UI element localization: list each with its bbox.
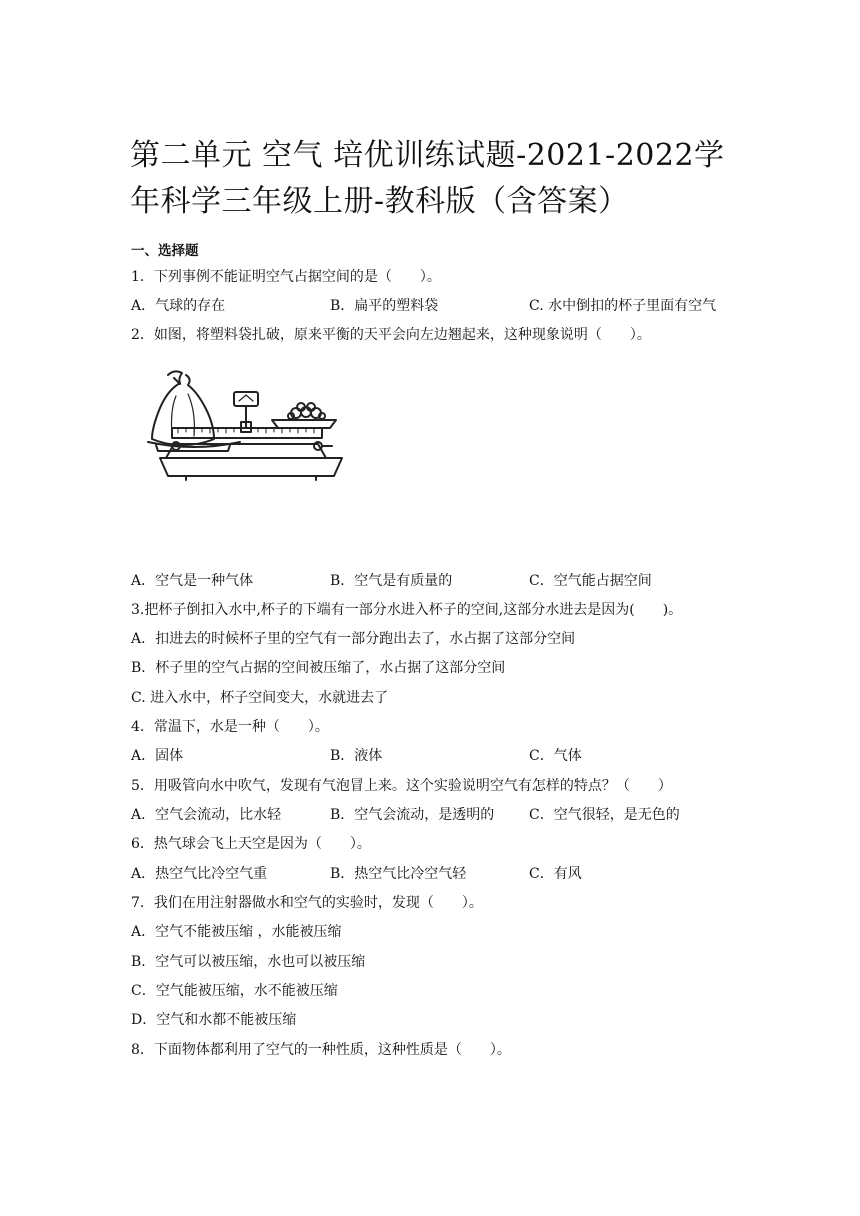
question-7-stem: 7．我们在用注射器做水和空气的实验时，发现（ ）。	[131, 895, 483, 911]
question-1-stem: 1．下列事例不能证明空气占据空间的是（ ）。	[131, 269, 441, 285]
option-a: A．固体	[131, 748, 184, 764]
question-6-options	[131, 864, 741, 884]
option-a: A．气球的存在	[131, 298, 226, 314]
option-c: C．空气很轻，是无色的	[529, 807, 680, 823]
question-5-stem: 5．用吸管向水中吹气，发现有气泡冒上来。这个实验说明空气有怎样的特点？（ ）	[131, 778, 672, 794]
question-6-stem: 6．热气球会飞上天空是因为（ ）。	[131, 836, 371, 852]
question-3-option-c: C. 进入水中，杯子空间变大，水就进去了	[131, 690, 389, 706]
question-8-stem: 8．下面物体都利用了空气的一种性质，这种性质是（ ）。	[131, 1042, 511, 1058]
balance-scale-figure	[146, 366, 356, 486]
question-3-stem: 3.把杯子倒扣入水中,杯子的下端有一部分水进入杯子的空间,这部分水进去是因为( )。	[131, 602, 683, 618]
document-title: 第二单元 空气 培优训练试题-2021-2022学年科学三年级上册-教科版（含答案）	[130, 138, 725, 219]
option-b: B．热空气比冷空气轻	[330, 866, 467, 882]
option-c: C．气体	[529, 748, 582, 764]
question-7-option-a: A．空气不能被压缩 ，水能被压缩	[131, 924, 342, 940]
question-3-option-b: B．杯子里的空气占据的空间被压缩了，水占据了这部分空间	[131, 660, 506, 676]
option-a: A．空气是一种气体	[131, 573, 254, 589]
section-heading: 一、选择题	[131, 243, 199, 259]
option-b: B．空气是有质量的	[330, 573, 453, 589]
question-1-options	[131, 296, 741, 316]
option-b: B．扁平的塑料袋	[330, 298, 439, 314]
option-a: A．热空气比冷空气重	[131, 866, 268, 882]
question-7-option-d: D．空气和水都不能被压缩	[131, 1012, 297, 1028]
question-7-option-b: B．空气可以被压缩，水也可以被压缩	[131, 954, 366, 970]
option-b: B．空气会流动，是透明的	[330, 807, 495, 823]
option-c: C．空气能占据空间	[529, 573, 652, 589]
question-4-stem: 4．常温下，水是一种（ ）。	[131, 719, 329, 735]
option-c: C. 水中倒扣的杯子里面有空气	[529, 298, 717, 314]
question-3-option-a: A．扣进去的时候杯子里的空气有一部分跑出去了，水占据了这部分空间	[131, 631, 576, 647]
option-b: B．液体	[330, 748, 383, 764]
question-2-stem: 2．如图，将塑料袋扎破，原来平衡的天平会向左边翘起来，这种现象说明（ ）。	[131, 327, 651, 343]
option-a: A．空气会流动，比水轻	[131, 807, 282, 823]
option-c: C．有风	[529, 866, 582, 882]
question-4-options	[131, 746, 741, 766]
question-7-option-c: C．空气能被压缩，水不能被压缩	[131, 983, 338, 999]
question-5-options	[131, 805, 741, 825]
question-2-options	[131, 571, 741, 591]
